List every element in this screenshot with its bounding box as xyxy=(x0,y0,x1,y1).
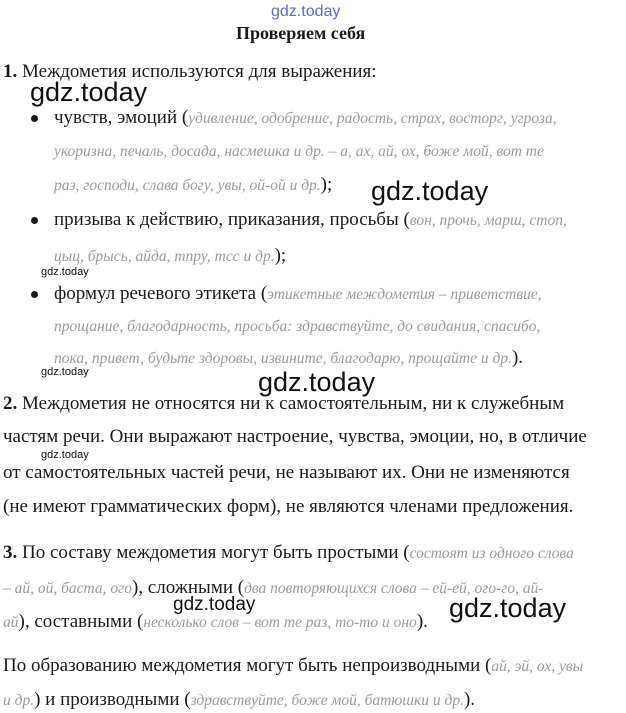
section-2-text-1: Междометия не относятся ни к самостоятельным, ни к служебным xyxy=(22,393,565,414)
section-3-text-3: ), составными ( xyxy=(18,611,144,632)
bullet-3-line-3 xyxy=(54,348,523,369)
bullet-1-end: ); xyxy=(320,174,333,195)
section-2-line-1 xyxy=(3,394,564,414)
section-3-text-5: ) и производными ( xyxy=(34,689,191,710)
section-3-italic-4: ай, эй, ох, увы xyxy=(491,658,584,675)
bullet-1-examples-1: удивление, одобрение, радость, страх, восторг, угроза, xyxy=(188,110,557,127)
watermark: gdz.today xyxy=(41,266,89,278)
section-3-line-3 xyxy=(3,612,428,633)
section-3-number: 3. xyxy=(3,542,18,563)
section-3-italic-5b: здравствуйте, боже мой, батюшки и др. xyxy=(190,692,464,709)
bullet-1-lead: чувств, эмоций ( xyxy=(54,107,189,128)
bullet-3-line-1 xyxy=(54,284,542,305)
bullet-marker xyxy=(31,217,38,224)
section-3-italic-3: ай xyxy=(3,614,19,631)
section-3-line-4 xyxy=(3,656,583,677)
bullet-2-lead: призыва к действию, приказания, просьбы ( xyxy=(54,209,410,230)
page-title: Проверяем себя xyxy=(236,23,366,43)
bullet-2-line-2 xyxy=(54,246,286,267)
bullet-3-examples-3: пока, привет, будьте здоровы, извините, благодарю, прощайте и др. xyxy=(54,350,512,367)
section-3-italic-2b: два повторяющихся слова – ей-ей, ого-го, ай- xyxy=(244,580,544,597)
watermark: gdz.today xyxy=(173,594,256,615)
section-3-end-3: ). xyxy=(416,611,428,632)
section-3-italic-1: состоят из одного слова xyxy=(409,545,574,562)
section-3-italic-3b: несколько слов – вот те раз, то-то и оно xyxy=(143,614,417,631)
section-3-line-5 xyxy=(3,690,475,711)
bullet-2-examples-1: вон, прочь, марш, стоп, xyxy=(409,212,567,229)
watermark: gdz.today xyxy=(41,366,89,378)
section-2-line-3: от самостоятельных частей речи, не называют их. Они не изменяются xyxy=(3,462,570,483)
bullet-1-line-3 xyxy=(54,175,332,196)
section-2-number: 2. xyxy=(3,393,18,414)
section-3-text-2: ), сложными ( xyxy=(131,577,245,598)
bullet-3-examples-1: этикетные междометия – приветствие, xyxy=(267,286,542,303)
bullet-marker xyxy=(31,291,38,298)
bullet-marker xyxy=(31,115,38,122)
bullet-1-line-2: укоризна, печаль, досада, насмешка и др. – а, ах, ай, ох, боже мой, вот те xyxy=(54,143,544,160)
section-3-line-1 xyxy=(3,543,574,564)
bullet-2-line-1 xyxy=(54,210,567,231)
section-3-italic-5: и др. xyxy=(3,692,35,709)
bullet-1-line-1 xyxy=(54,108,557,129)
section-3-italic-2: – ай, ой, баста, ого xyxy=(3,580,132,597)
bullet-2-examples-2: цыц, брысь, айда, тпру, тсс и др. xyxy=(54,248,275,265)
bullet-2-end: ); xyxy=(274,245,287,266)
watermark: gdz.today xyxy=(371,176,489,206)
watermark: gdz.today xyxy=(449,593,567,623)
section-3-text-1: По составу междометия могут быть простыми ( xyxy=(22,542,410,563)
bullet-3-lead: формул речевого этикета ( xyxy=(54,283,268,304)
watermark: gdz.today xyxy=(30,77,148,107)
section-1-number: 1. xyxy=(3,61,18,82)
section-3-text-4: По образованию междометия могут быть непроизводными ( xyxy=(3,655,492,676)
section-3-end-5: ). xyxy=(463,689,476,710)
section-1-intro-text: Междометия используются для выражения: xyxy=(22,61,377,82)
watermark: gdz.today xyxy=(258,367,376,397)
watermark-top: gdz.today xyxy=(271,3,341,20)
bullet-3-end: ). xyxy=(511,347,524,368)
bullet-1-examples-3: раз, господи, слава богу, увы, ой-ой и др. xyxy=(54,177,321,194)
section-2-line-2: частям речи. Они выражают настроение, чувства, эмоции, но, в отличие xyxy=(3,426,587,447)
section-2-line-4: (не имеют грамматических форм), не являются членами предложения. xyxy=(3,496,574,517)
bullet-3-line-2: прощание, благодарность, просьба: здравствуйте, до свидания, спасибо, xyxy=(54,318,541,335)
watermark: gdz.today xyxy=(41,449,89,461)
